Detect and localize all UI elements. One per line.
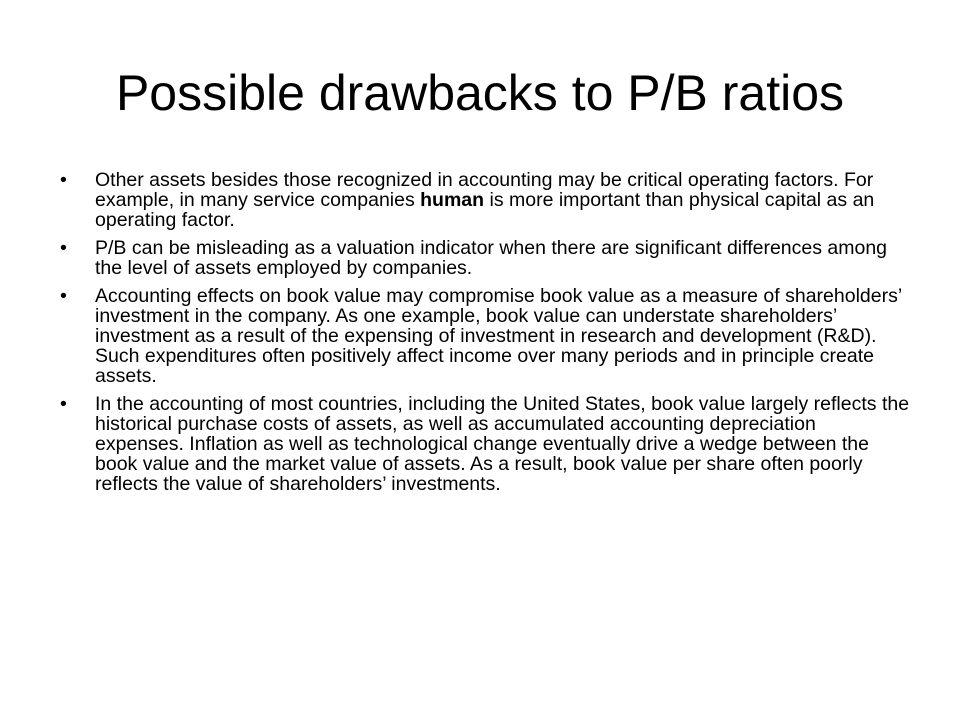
bullet-dot-icon: • bbox=[60, 237, 67, 259]
bullet-text: In the accounting of most countries, including the United States, book value largely reflects the historical purchase costs of assets, as well as accumulated accounting depreciation expenses. Inflation as well as technological change eventually drive a wedge between the book value and the market value of assets. As a result, book value per share often poorly reflects the value of shareholders’ investments. bbox=[95, 393, 910, 495]
bullet-text-bold: human bbox=[420, 189, 485, 211]
bullet-text: Accounting effects on book value may compromise book value as a measure of shareholders’ investment in the company. As one example, book value can understate shareholders’ investment as a result of the expensing of investment in research and development (R&D). Such expenditures often positively affect income over many periods and in principle create assets. bbox=[95, 285, 902, 387]
bullet-dot-icon: • bbox=[60, 285, 67, 307]
bullet-text: P/B can be misleading as a valuation indicator when there are significant differences among the level of assets employed by companies. bbox=[95, 237, 888, 279]
bullet-item bbox=[60, 170, 910, 230]
bullet-item bbox=[60, 394, 910, 494]
bullet-list bbox=[60, 170, 910, 502]
bullet-text-part: Other assets besides those recognized in accounting may be critical operating factors. For example, in many service companies bbox=[95, 169, 874, 211]
slide-title: Possible drawbacks to P/B ratios bbox=[115, 65, 845, 121]
bullet-dot-icon: • bbox=[60, 169, 67, 191]
bullet-text bbox=[95, 169, 874, 231]
bullet-text-part: is more important than physical capital as an operating factor. bbox=[95, 189, 875, 231]
bullet-item bbox=[60, 238, 910, 278]
bullet-dot-icon: • bbox=[60, 393, 67, 415]
bullet-item bbox=[60, 286, 910, 386]
